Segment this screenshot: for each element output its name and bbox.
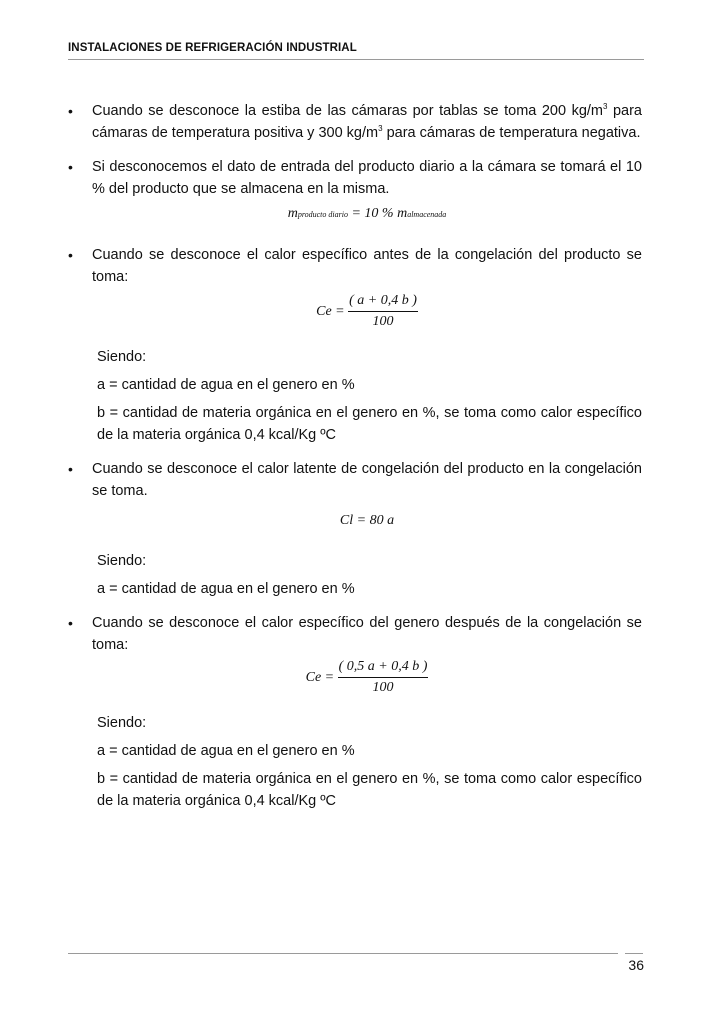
formula-numerator: ( a + 0,4 b ) [348, 292, 418, 312]
definition-b: b = cantidad de materia orgánica en el genero en %, se toma como calor específico de la materia orgánica 0,4 kcal/Kg ºC [97, 405, 642, 443]
formula-lhs: Ce = [316, 304, 345, 320]
formula-fraction [348, 292, 418, 332]
formula-symbol: m [287, 206, 298, 221]
formula-lhs: Ce = [305, 670, 335, 686]
definition-a: a = cantidad de agua en el genero en % [97, 377, 355, 393]
formula-ce-antes [68, 292, 642, 332]
definition-a: a = cantidad de agua en el genero en % [97, 743, 355, 759]
page-number: 36 [628, 957, 644, 973]
bullet-item-calor-latente [68, 458, 642, 502]
formula-producto-diario [68, 203, 642, 225]
superscript: 3 [378, 124, 383, 134]
formula-numerator: ( 0,5 a + 0,4 b ) [338, 658, 429, 678]
bullet-item-calor-especifico-antes [68, 244, 642, 288]
definition-a: a = cantidad de agua en el genero en % [97, 581, 355, 597]
formula-symbol: = 10 % m [347, 206, 408, 221]
formula-denominator: 100 [372, 314, 394, 329]
formula-subscript: almacenada [407, 210, 447, 219]
bullet-icon: • [68, 461, 73, 477]
formula-subscript: producto diario [297, 210, 348, 219]
superscript: 3 [603, 102, 608, 112]
bullet-item-calor-especifico-despues [68, 612, 642, 656]
page-content [68, 100, 642, 812]
formula-denominator: 100 [372, 680, 394, 695]
bullet-icon: • [68, 247, 73, 263]
formula-cl: Cl = 80 a [339, 513, 395, 528]
running-header: INSTALACIONES DE REFRIGERACIÓN INDUSTRIAL [68, 42, 357, 54]
formula-fraction [338, 658, 429, 698]
paragraph-text: Cuando se desconoce el calor específico del genero después de la congelación se toma: [92, 615, 642, 653]
paragraph-text: Cuando se desconoce el calor específico antes de la congelación del producto se toma: [92, 247, 642, 285]
paragraph-text: Si desconocemos el dato de entrada del producto diario a la cámara se tomará el 10 % del producto que se almacena en la misma. [92, 159, 642, 197]
bullet-icon: • [68, 615, 73, 631]
footer-divider [68, 953, 618, 954]
siendo-label: Siendo: [97, 553, 147, 569]
bullet-icon: • [68, 159, 73, 175]
siendo-label: Siendo: [97, 349, 147, 365]
footer-divider-short [625, 953, 643, 954]
formula-ce-despues [68, 658, 642, 698]
paragraph-text: Cuando se desconoce la estiba de las cámaras por tablas se toma 200 kg/m [92, 103, 603, 119]
paragraph-text: para cámaras de temperatura negativa. [382, 125, 641, 141]
siendo-label: Siendo: [97, 715, 147, 731]
definition-b: b = cantidad de materia orgánica en el genero en %, se toma como calor específico de la materia orgánica 0,4 kcal/Kg ºC [97, 771, 642, 809]
bullet-item-estiba [68, 100, 642, 144]
bullet-item-producto-diario [68, 156, 642, 200]
bullet-icon: • [68, 103, 73, 119]
paragraph-text: para cámaras de temperatura positiva y 300 kg/m [92, 103, 642, 141]
paragraph-text: Cuando se desconoce el calor latente de congelación del producto en la congelación se toma. [92, 461, 642, 499]
header-divider [68, 59, 644, 60]
